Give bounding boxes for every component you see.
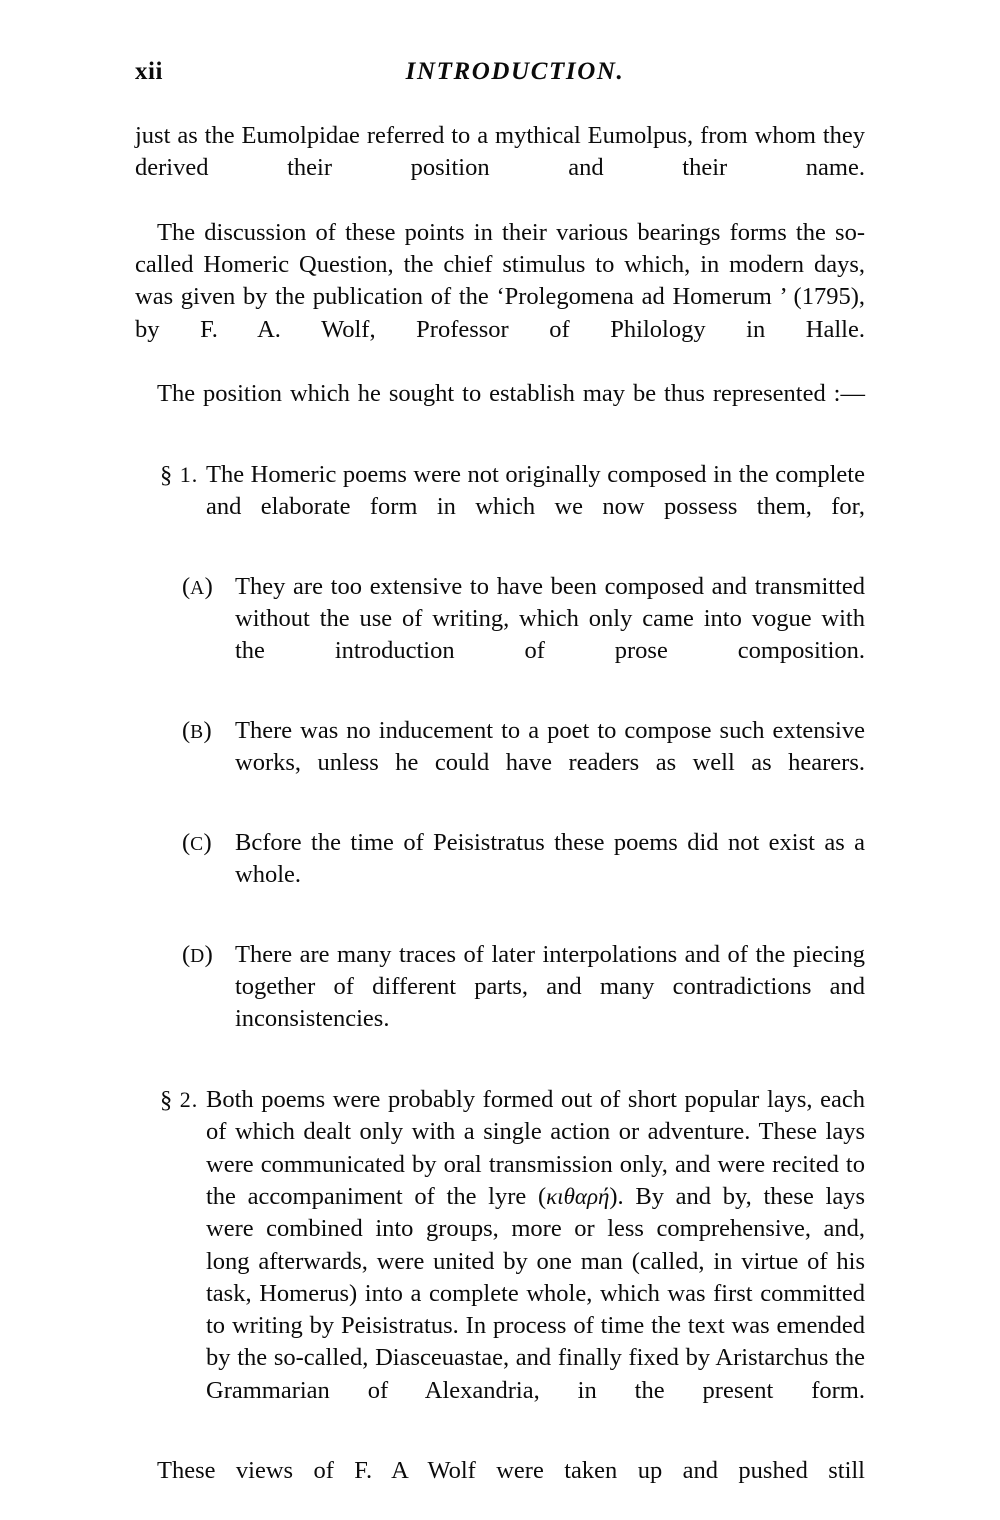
section-number: 2. bbox=[179, 1087, 199, 1113]
paragraph-discussion: The discussion of these points in their various bearings forms the so-called Homeric Question, the chief stimulus to which, in modern days, was given by the publication of the ‘Prolegomena ad Homerum ’ (1795), by F. A. Wolf, Professor of Philology in Halle. bbox=[135, 218, 865, 343]
section-number: 1. bbox=[179, 461, 199, 487]
greek-word-kithare: κιθαρή bbox=[546, 1183, 610, 1209]
list-item-a-marker: (A) bbox=[182, 572, 213, 600]
section-1-text: The Homeric poems were not originally composed in the complete and elaborate form in which we now possess them, for, bbox=[206, 460, 865, 521]
section-2-marker bbox=[160, 1084, 198, 1117]
section-symbol: § bbox=[160, 461, 173, 489]
list-item-c-marker: (C) bbox=[182, 828, 212, 856]
running-head bbox=[135, 58, 865, 92]
list-item-b-letter: B bbox=[190, 722, 204, 744]
list-item-d-text: There are many traces of later interpolations and of the piecing together of different parts, and many contradictions and inconsistencies. bbox=[235, 940, 865, 1033]
list-item-d bbox=[182, 939, 865, 1068]
page-title: INTRODUCTION. bbox=[405, 58, 625, 85]
section-2 bbox=[135, 1084, 865, 1439]
list-item-d-letter: D bbox=[190, 945, 205, 967]
section-1-marker bbox=[160, 459, 198, 492]
list-item-a bbox=[182, 571, 865, 700]
list-item-d-marker: (D) bbox=[182, 940, 213, 968]
section-2-text-part2: ). By and by, these lays were combined into groups, more or less comprehensive, and, long afterwards, were united by one man (called, in virtue of his task, Homerus) into a complete whole, which was first committed to writing by Peisistratus. In process of time the text was emended by the so-called, Diasceuastae, and finally fixed by Aristarchus the Grammarian of Alexandria, in the present form. bbox=[206, 1182, 865, 1404]
list-item-a-text: They are too extensive to have been composed and transmitted without the use of writing, which only came into vogue with the introduction of prose composition. bbox=[235, 572, 865, 665]
paragraph-final: These views of F. A Wolf were taken up and pushed still bbox=[157, 1457, 865, 1485]
section-symbol: § bbox=[160, 1086, 173, 1114]
section-2-text-part1: Both poems were probably formed out of short popular lays, each of which dealt only with a single action or adventure. These lays were communicated by oral transmission only, and were recited to the accompaniment of the lyre ( bbox=[206, 1086, 865, 1210]
list-item-c bbox=[182, 827, 865, 924]
list-item-b bbox=[182, 715, 865, 812]
list-item-b-text: There was no inducement to a poet to compose such extensive works, unless he could have readers as well as hearers. bbox=[235, 717, 865, 777]
section-1 bbox=[135, 459, 865, 556]
list-item-c-letter: C bbox=[190, 833, 204, 855]
list-item-a-letter: A bbox=[190, 577, 205, 599]
paragraph-position: The position which he sought to establish may be thus represented :— bbox=[157, 380, 865, 408]
page-folio: xii bbox=[135, 58, 163, 85]
list-item-b-marker: (B) bbox=[182, 717, 212, 745]
text-block bbox=[135, 120, 865, 1520]
paragraph-continued: just as the Eumolpidae referred to a mythical Eumolpus, from whom they derived their position and their name. bbox=[135, 122, 865, 182]
list-item-c-text: Bcfore the time of Peisistratus these poems did not exist as a whole. bbox=[235, 828, 865, 889]
